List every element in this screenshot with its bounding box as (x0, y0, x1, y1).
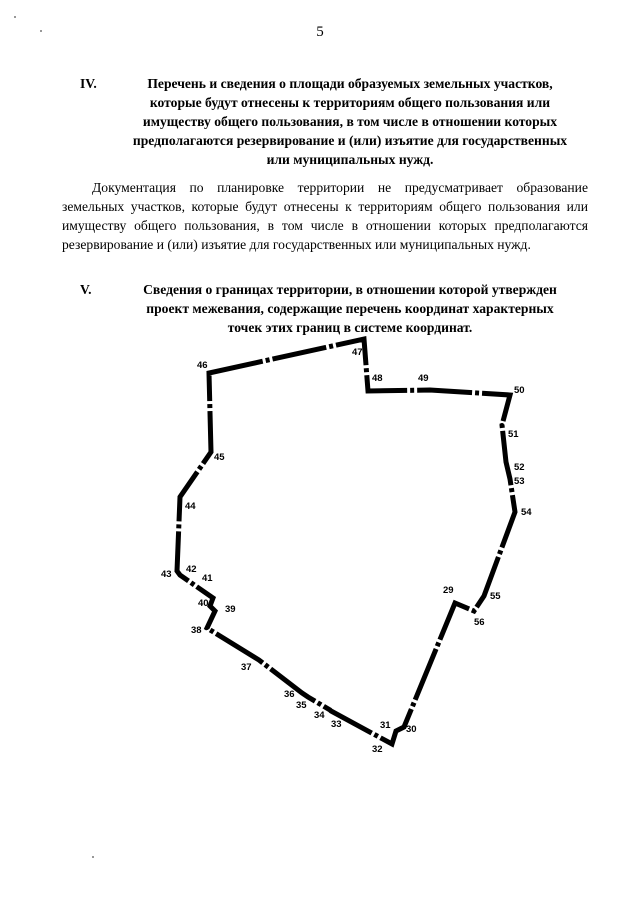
boundary-vertex-52 (504, 460, 508, 464)
boundary-point-label-40: 40 (198, 598, 209, 609)
boundary-point-label-31: 31 (380, 720, 391, 731)
boundary-point-label-50: 50 (514, 385, 525, 396)
boundary-point-label-39: 39 (225, 604, 236, 615)
boundary-vertex-35 (306, 695, 310, 699)
boundary-point-label-42: 42 (186, 564, 197, 575)
boundary-vertex-50 (508, 393, 512, 397)
boundary-vertex-36 (300, 691, 304, 695)
boundary-vertex-40 (208, 604, 212, 608)
boundary-vertex-43 (175, 569, 179, 573)
section-4-title-line: или муниципальных нужд. (266, 152, 434, 167)
boundary-point-label-56: 56 (474, 617, 485, 628)
boundary-point-label-44: 44 (185, 501, 196, 512)
boundary-point-label-29: 29 (443, 585, 454, 596)
section-4-title-line: Перечень и сведения о площади образуемых земельных участков, (147, 76, 553, 91)
boundary-vertex-42 (178, 573, 182, 577)
boundary-point-label-52: 52 (514, 462, 525, 473)
boundary-vertex-51 (500, 423, 504, 427)
boundary-vertex-49 (428, 388, 432, 392)
section-4-number: IV. (80, 76, 97, 91)
boundary-vertex-45 (209, 450, 213, 454)
section-5-title-line: точек этих границ в системе координат. (227, 320, 473, 335)
section-4-body: Документация по планировке территории не предусматривает образование земельных участков, которые будут отнесены к территориям общего пользования или имуществу общего пользования, в том числе в отношении которых предполагаются резервирование и (или) изъятие для государственных или муниципальных нужд. (62, 180, 588, 252)
section-4-title-line: имуществу общего пользования, в том числе в отношении которых (142, 114, 558, 129)
boundary-point-label-41: 41 (202, 573, 213, 584)
boundary-vertex-34 (328, 708, 332, 712)
boundary-point-label-38: 38 (191, 625, 202, 636)
boundary-vertex-37 (257, 658, 261, 662)
boundary-vertex-38 (205, 626, 209, 630)
section-5-title-line: Сведения о границах территории, в отношении которой утвержден (143, 282, 557, 297)
boundary-point-label-54: 54 (521, 507, 532, 518)
boundary-point-label-30: 30 (406, 724, 417, 735)
section-4-title-line: предполагаются резервирование и (или) изъятие для государственных (132, 133, 568, 148)
boundary-point-label-55: 55 (490, 591, 501, 602)
boundary-vertex-46 (207, 371, 211, 375)
boundary-point-label-36: 36 (284, 689, 295, 700)
section-4-title-line: которые будут отнесены к территориям общего пользования или (149, 95, 551, 110)
boundary-vertex-39 (213, 609, 217, 613)
boundary-vertex-29 (453, 601, 457, 605)
boundary-point-label-35: 35 (296, 700, 307, 711)
boundary-point-label-45: 45 (214, 452, 225, 463)
boundary-vertex-56 (472, 609, 476, 613)
boundary-point-label-43: 43 (161, 569, 172, 580)
boundary-point-label-33: 33 (331, 719, 342, 730)
boundary-lines (177, 339, 515, 744)
boundary-vertex-44 (178, 495, 182, 499)
boundary-vertex-54 (513, 510, 517, 514)
boundary-polygon (177, 339, 515, 744)
boundary-vertex-41 (211, 596, 215, 600)
section-5-title-line: проект межевания, содержащие перечень координат характерных (146, 301, 554, 316)
boundary-vertex-55 (482, 594, 486, 598)
boundary-vertices (175, 337, 517, 746)
section-5-number: V. (80, 282, 92, 297)
boundary-point-label-49: 49 (418, 373, 429, 384)
boundary-vertex-31 (394, 729, 398, 733)
boundary-point-label-47: 47 (352, 347, 363, 358)
boundary-point-label-46: 46 (197, 360, 208, 371)
boundary-vertex-32 (390, 742, 394, 746)
boundary-vertex-48 (366, 389, 370, 393)
boundary-point-label-32: 32 (372, 744, 383, 755)
page-number: 5 (316, 24, 324, 40)
boundary-vertex-53 (508, 477, 512, 481)
boundary-labels (161, 347, 532, 755)
boundary-point-label-48: 48 (372, 373, 383, 384)
boundary-point-label-53: 53 (514, 476, 525, 487)
boundary-point-label-51: 51 (508, 429, 519, 440)
boundary-point-label-37: 37 (241, 662, 252, 673)
boundary-vertex-47 (362, 337, 366, 341)
boundary-point-label-34: 34 (314, 710, 325, 721)
